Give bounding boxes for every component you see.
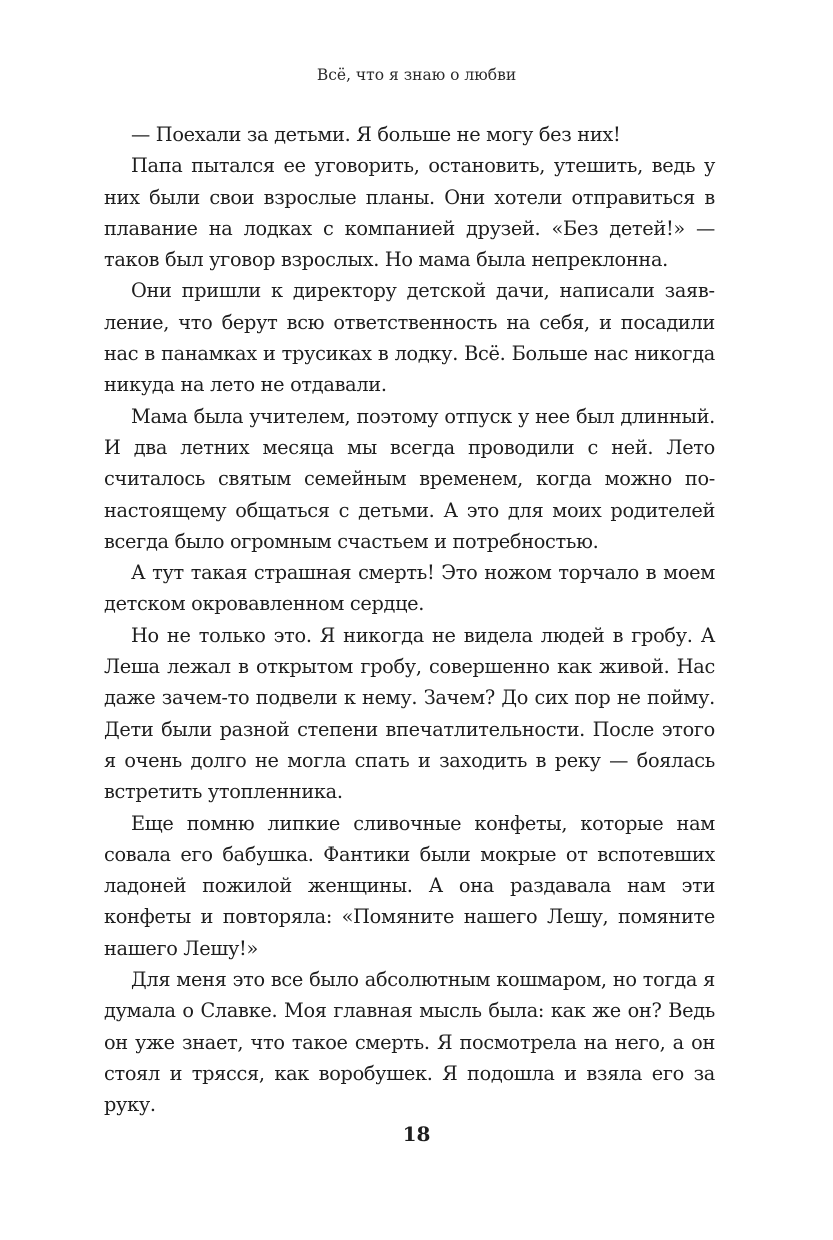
paragraph: Для меня это все было абсолютным кошмаром, но тогда я думала о Славке. Моя главная мысль была: как же он? Ведь он уже знает, что такое смерть. Я посмотрела на него, а он стоял и трясся, как воробушек. Я подошла и взяла его за руку.	[104, 968, 715, 1117]
page-number: 18	[402, 1122, 431, 1146]
paragraph: Но не только это. Я никогда не видела людей в гробу. А Леша лежал в открытом гробу, совершенно как живой. Нас даже зачем-то подвели к нему. Зачем? До сих пор не пойму. Дети были разной степени впечатлительности. После этого я очень долго не могла спать и заходить в реку — боялась встретить утопленника.	[104, 623, 715, 804]
paragraph: — Поехали за детьми. Я больше не могу без них!	[131, 123, 621, 146]
paragraph: Папа пытался ее уговорить, остановить, утешить, ведь у них были свои взрослые планы. Они хотели отправиться в плавание на лодках с компанией друзей. «Без детей!» — таков был уговор взрослых. Но мама была непреклонна.	[104, 154, 715, 272]
body-text	[104, 119, 715, 1121]
running-head: Всё, что я знаю о любви	[316, 66, 517, 84]
paragraph: Они пришли к директору детской дачи, написали заявление, что берут всю ответственность на себя, и посадили нас в панамках и трусиках в лодку. Всё. Больше нас никогда никуда на лето не отдавали.	[104, 279, 715, 397]
paragraph: Мама была учителем, поэтому отпуск у нее был длинный. И два летних месяца мы всегда проводили с ней. Лето считалось святым семейным временем, когда можно по-настоящему общаться с детьми. А это для моих родителей всегда было огромным счастьем и потребностью.	[104, 404, 715, 553]
paragraph: А тут такая страшная смерть! Это ножом торчало в моем детском окровавленном сердце.	[104, 561, 715, 616]
paragraph: Еще помню липкие сливочные конфеты, которые нам совала его бабушка. Фантики были мокрые от вспотевших ладоней пожилой женщины. А она раздавала нам эти конфеты и повторяла: «Помяните нашего Лешу, помяните нашего Лешу!»	[104, 811, 715, 960]
